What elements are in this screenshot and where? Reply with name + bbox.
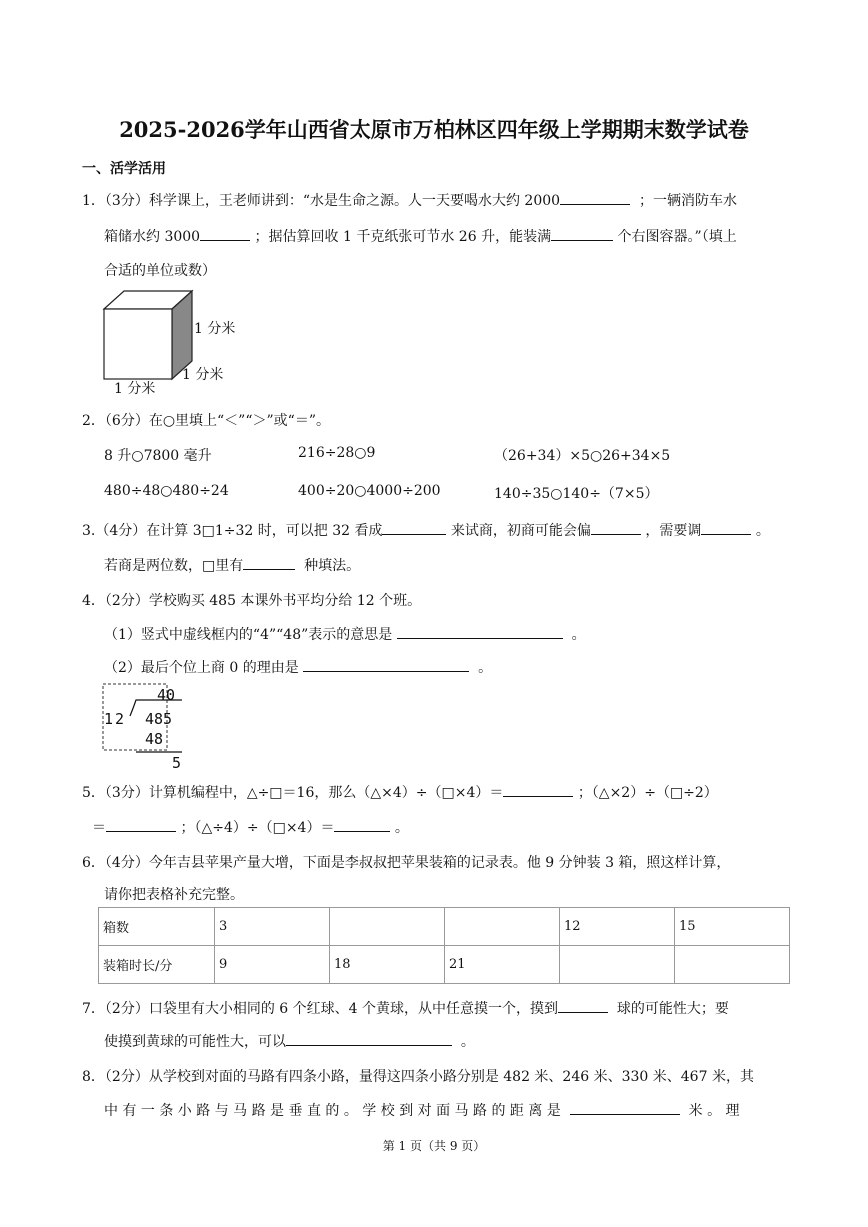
q7-text: 使摸到黄球的可能性大，可以 [104,1034,286,1050]
answer-blank[interactable] [303,659,469,672]
table-header-cell: 箱数 [99,908,215,946]
q4-text: 。 [571,627,586,643]
answer-blank[interactable] [558,1000,608,1013]
table-row [99,946,790,984]
answer-blank[interactable] [591,522,641,535]
answer-blank[interactable] [382,522,446,535]
cube-side-label: 1 分米 [194,321,236,337]
question-4-sub-2 [104,657,492,677]
q7-text: 7．（2分）口袋里有大小相同的 6 个红球、4 个黄球，从中任意摸一个，摸到 [82,1001,558,1017]
q5-text: 。 [394,820,409,836]
q2-item: 140÷35○140÷（7×5） [494,486,659,502]
page-footer: 第 1 页（共 9 页） [382,1139,486,1153]
q7-text: 球的可能性大；要 [616,1001,729,1017]
question-8-line-1: 8．（2分）从学校到对面的马路有四条小路，量得这四条小路分别是 482 米、246 米、330 米、467 米，其 [82,1069,754,1085]
division-divisor: 12 [104,710,127,728]
question-8-line-2 [104,1100,740,1120]
question-4-sub-1 [104,624,586,644]
q4-text: （1）竖式中虚线框内的“4”“48”表示的意思是 [104,627,393,643]
question-6-line-2: 请你把表格补充完整。 [104,887,244,903]
q3-text: 3.（4分）在计算 3□1÷32 时，可以把 32 看成 [82,523,383,539]
answer-blank[interactable] [200,228,250,241]
table-header-cell: 装箱时长/分 [99,946,215,984]
question-5-line-1 [82,782,718,802]
question-2-head: 2．（6分）在○里填上“＜”“＞”或“＝”。 [82,413,330,429]
q3-text: 种填法。 [304,558,361,574]
table-cell: 15 [675,908,790,946]
table-cell: 18 [330,946,445,984]
table-cell: 12 [560,908,675,946]
table-cell[interactable] [330,908,445,946]
table-row [99,908,790,946]
q1-text: 1．（3分）科学课上，王老师讲到：“水是生命之源。人一天要喝水大约 2000 [82,193,561,209]
q3-text: 来试商，初商可能会偏 [450,523,591,539]
answer-blank[interactable] [570,1102,680,1115]
q1-text: ；一辆消防车水 [638,193,737,209]
answer-blank[interactable] [551,228,613,241]
q5-text: ＝ [92,820,106,836]
division-product: 48 [145,730,164,748]
question-7-line-2 [104,1031,475,1051]
question-3-line-2 [104,555,360,575]
question-7-line-1 [82,998,729,1018]
section-heading: 一、活学活用 [82,161,166,177]
cube-depth-label: 1 分米 [182,367,224,383]
question-4-head: 4．（2分）学校购买 485 本课外书平均分给 12 个班。 [82,593,422,609]
question-1-line-2 [104,226,737,246]
q5-text: ；（△×2）÷（□÷2） [577,785,718,801]
table-cell[interactable] [675,946,790,984]
q3-text: ，需要调 [645,523,702,539]
table-cell[interactable] [560,946,675,984]
answer-blank[interactable] [397,626,563,639]
q1-text: 个右图容器。”（填上 [617,229,737,245]
q2-item: 216÷28○9 [298,445,376,461]
answer-blank[interactable] [560,192,630,205]
q8-text: 中 有 一 条 小 路 与 马 路 是 垂 直 的 。 学 校 到 对 面 马 路 的 距 离 是 [104,1103,561,1119]
q2-item: 8 升○7800 毫升 [104,448,212,464]
division-remainder: 5 [172,754,182,772]
answer-blank[interactable] [286,1033,452,1046]
division-quotient: 40 [157,686,176,704]
q1-text: 箱储水约 3000 [104,229,201,245]
page-title: 2025-2026学年山西省太原市万柏林区四年级上学期期末数学试卷 [119,117,749,142]
q2-item: 480÷48○480÷24 [104,483,229,499]
cube-bottom-label: 1 分米 [114,381,156,397]
division-dividend: 485 [145,710,173,728]
table-cell: 3 [215,908,330,946]
table-cell: 9 [215,946,330,984]
answer-blank[interactable] [701,522,751,535]
q8-text: 米 。 理 [688,1103,740,1119]
q2-item: （26+34）×5○26+34×5 [494,448,671,464]
question-1-line-3: 合适的单位或数） [104,263,216,279]
q2-item: 400÷20○4000÷200 [298,483,441,499]
q4-text: 。 [478,660,493,676]
question-6-line-1: 6．（4分）今年吉县苹果产量大增，下面是李叔叔把苹果装箱的记录表。他 9 分钟装 3 箱，照这样计算， [82,855,731,871]
table-cell[interactable] [445,908,560,946]
answer-blank[interactable] [503,784,573,797]
q3-text: 若商是两位数，□里有 [104,558,244,574]
q3-text: 。 [755,523,770,539]
answer-blank[interactable] [243,557,295,570]
q5-text: 5．（3分）计算机编程中，△÷□＝16，那么（△×4）÷（□×4）＝ [82,785,504,801]
q7-text: 。 [460,1034,475,1050]
question-3-line-1 [82,520,770,540]
answer-blank[interactable] [334,819,390,832]
answer-blank[interactable] [106,819,176,832]
question-5-line-2 [92,817,409,837]
q5-text: ；（△÷4）÷（□×4）＝ [180,820,335,836]
question-1-line-1 [82,190,737,210]
q1-text: ；据估算回收 1 千克纸张可节水 26 升，能装满 [254,229,552,245]
table-cell: 21 [445,946,560,984]
packing-table [98,907,790,984]
q4-text: （2）最后个位上商 0 的理由是 [104,660,299,676]
